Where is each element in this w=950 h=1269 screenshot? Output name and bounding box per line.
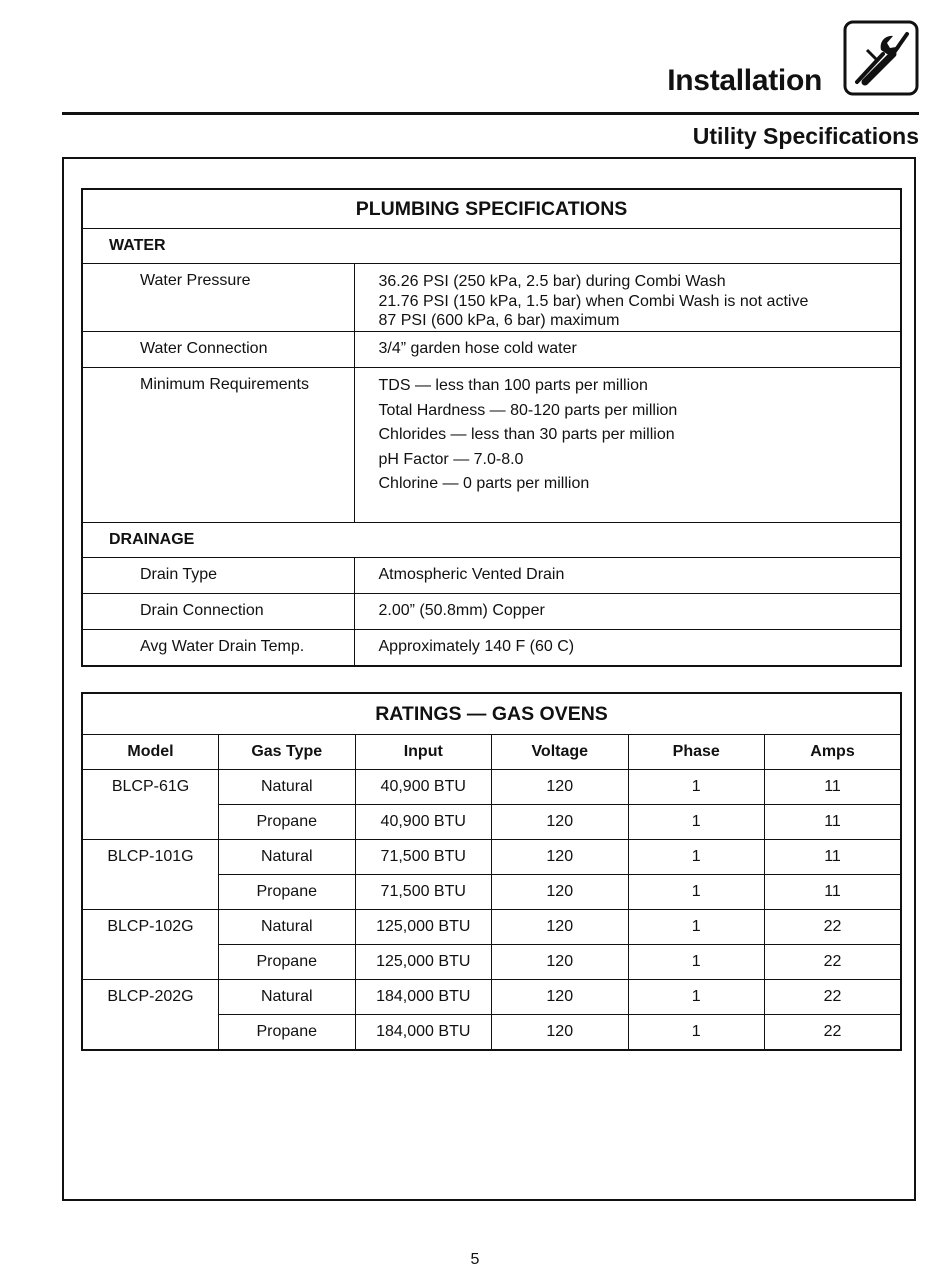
column-header: Gas Type [219,735,356,770]
row-label: Water Connection [82,332,354,368]
value-line: 87 PSI (600 kPa, 6 bar) maximum [378,312,620,329]
model-cell: BLCP-102G [82,910,219,980]
model-cell: BLCP-61G [82,770,219,840]
amps-cell: 11 [765,840,902,875]
column-header: Model [82,735,219,770]
amps-cell: 22 [765,945,902,980]
gas-cell: Propane [219,1015,356,1051]
phase-cell: 1 [628,770,765,805]
gas-cell: Natural [219,840,356,875]
phase-cell: 1 [628,840,765,875]
phase-cell: 1 [628,980,765,1015]
input-cell: 125,000 BTU [355,910,492,945]
column-header: Input [355,735,492,770]
value-line: Chlorides — less than 30 parts per million [378,426,675,443]
phase-cell: 1 [628,910,765,945]
table-row [82,332,901,368]
value-line: pH Factor — 7.0-8.0 [378,450,524,468]
row-value: 3/4” garden hose cold water [354,332,901,368]
table-row [82,910,901,945]
plumbing-table-title: PLUMBING SPECIFICATIONS [82,189,901,229]
voltage-cell: 120 [492,770,629,805]
table-row [82,264,901,332]
row-value [354,368,901,523]
row-value: Atmospheric Vented Drain [354,558,901,594]
table-row [82,368,901,523]
voltage-cell: 120 [492,1015,629,1051]
phase-cell: 1 [628,945,765,980]
page-title: Installation [667,64,822,97]
row-label: Avg Water Drain Temp. [82,630,354,667]
value-line: Total Hardness — 80-120 parts per million [378,401,678,419]
gas-oven-ratings-table [81,692,902,1051]
amps-cell: 11 [765,770,902,805]
table-row [82,840,901,875]
value-line: 36.26 PSI (250 kPa, 2.5 bar) during Combi Wash [378,273,726,290]
input-cell: 184,000 BTU [355,980,492,1015]
column-header: Voltage [492,735,629,770]
phase-cell: 1 [628,875,765,910]
voltage-cell: 120 [492,910,629,945]
value-line: 21.76 PSI (150 kPa, 1.5 bar) when Combi Wash is not active [378,292,809,310]
ratings-body [82,770,901,1051]
table-header-row [82,735,901,770]
gas-cell: Natural [219,980,356,1015]
amps-cell: 11 [765,805,902,840]
input-cell: 40,900 BTU [355,770,492,805]
model-cell: BLCP-101G [82,840,219,910]
amps-cell: 22 [765,980,902,1015]
voltage-cell: 120 [492,980,629,1015]
row-value: 2.00” (50.8mm) Copper [354,594,901,630]
voltage-cell: 120 [492,840,629,875]
input-cell: 184,000 BTU [355,1015,492,1051]
row-value: Approximately 140 F (60 C) [354,630,901,667]
gas-cell: Natural [219,910,356,945]
row-value [354,264,901,332]
voltage-cell: 120 [492,945,629,980]
plumbing-specifications-table [81,188,902,667]
value-line: TDS — less than 100 parts per million [378,377,648,394]
gas-cell: Propane [219,945,356,980]
page-number: 5 [470,1251,480,1268]
input-cell: 40,900 BTU [355,805,492,840]
gas-cell: Propane [219,805,356,840]
amps-cell: 22 [765,1015,902,1051]
column-header: Amps [765,735,902,770]
table-row [82,980,901,1015]
model-cell: BLCP-202G [82,980,219,1051]
row-label: Drain Connection [82,594,354,630]
table-row [82,770,901,805]
input-cell: 71,500 BTU [355,840,492,875]
row-label: Water Pressure [82,264,354,332]
input-cell: 71,500 BTU [355,875,492,910]
wrench-screwdriver-icon [843,20,919,96]
table-row [82,594,901,630]
column-header: Phase [628,735,765,770]
phase-cell: 1 [628,805,765,840]
drainage-section-heading: DRAINAGE [82,523,901,558]
input-cell: 125,000 BTU [355,945,492,980]
table-row [82,630,901,667]
section-subtitle: Utility Specifications [692,123,919,149]
table-row [82,558,901,594]
gas-cell: Natural [219,770,356,805]
ratings-table-title: RATINGS — GAS OVENS [82,693,901,735]
amps-cell: 22 [765,910,902,945]
voltage-cell: 120 [492,875,629,910]
amps-cell: 11 [765,875,902,910]
water-section-heading: WATER [82,229,901,264]
header-rule [62,112,919,115]
phase-cell: 1 [628,1015,765,1051]
gas-cell: Propane [219,875,356,910]
value-line: Chlorine — 0 parts per million [378,475,590,492]
row-label: Drain Type [82,558,354,594]
voltage-cell: 120 [492,805,629,840]
row-label: Minimum Requirements [82,368,354,523]
